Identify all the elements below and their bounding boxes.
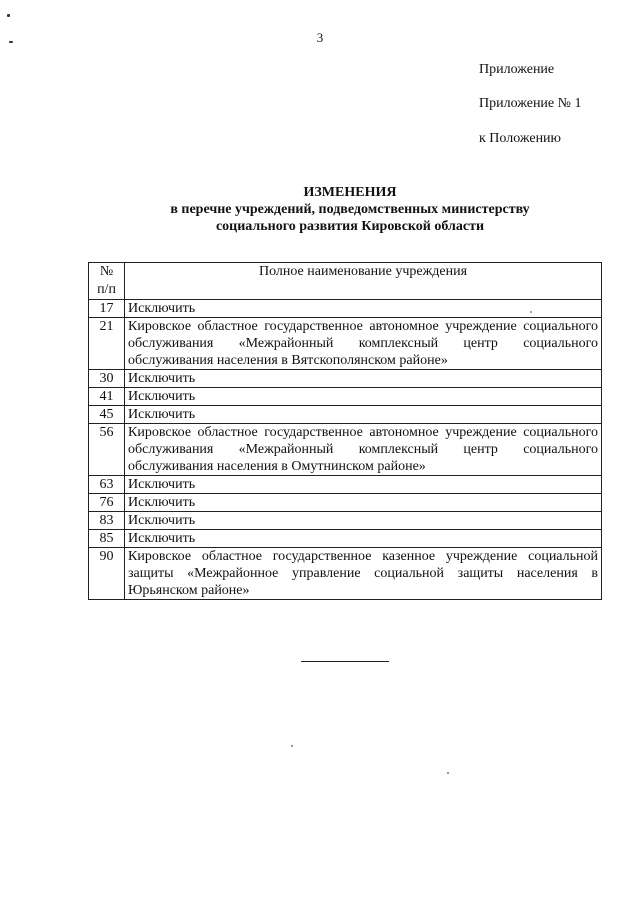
row-number: 76: [89, 494, 125, 512]
scan-speck: [447, 772, 449, 774]
row-number: 83: [89, 512, 125, 530]
title-subline-1: в перечне учреждений, подведомственных министерству: [170, 202, 530, 217]
row-institution-name: Исключить: [125, 370, 602, 388]
annex-reference: к Положению: [479, 131, 562, 146]
title-heading: ИЗМЕНЕНИЯ: [303, 185, 397, 200]
table-row: [89, 318, 602, 370]
changes-table: [88, 262, 602, 600]
row-institution-name: Исключить: [125, 476, 602, 494]
row-institution-name: Кировское областное государственное казенное учреждение социальной защиты «Межрайонное управление социальной защиты населения в Юрьянском районе»: [125, 548, 602, 600]
row-number: 90: [89, 548, 125, 600]
scan-speck: [291, 745, 293, 747]
title-subline-2: социального развития Кировской области: [215, 219, 485, 234]
row-number: 85: [89, 530, 125, 548]
table-row: [89, 300, 602, 318]
annex-label: Приложение: [479, 62, 555, 77]
row-number: 21: [89, 318, 125, 370]
row-institution-name: Исключить: [125, 530, 602, 548]
row-institution-name: Исключить: [125, 494, 602, 512]
row-institution-name: Исключить: [125, 300, 602, 318]
table-row: [89, 530, 602, 548]
row-number: 17: [89, 300, 125, 318]
column-header-name: Полное наименование учреждения: [125, 263, 602, 300]
row-institution-name: Исключить: [125, 388, 602, 406]
row-number: 30: [89, 370, 125, 388]
table-row: [89, 370, 602, 388]
row-number: 45: [89, 406, 125, 424]
page-number: 3: [316, 30, 324, 45]
table-row: [89, 388, 602, 406]
column-header-number-sign: №: [99, 264, 114, 279]
column-header-number: [89, 263, 125, 300]
table-row: [89, 512, 602, 530]
row-institution-name: Кировское областное государственное автономное учреждение социального обслуживания «Межрайонный комплексный центр социального обслуживания населения в Вятскополянском районе»: [125, 318, 602, 370]
row-number: 41: [89, 388, 125, 406]
end-separator-line: [301, 661, 389, 662]
scan-speck: [7, 14, 10, 17]
row-number: 56: [89, 424, 125, 476]
row-institution-name: Исключить: [125, 512, 602, 530]
annex-number: Приложение № 1: [479, 96, 582, 111]
document-title: [90, 184, 610, 235]
row-institution-name: Исключить: [125, 406, 602, 424]
table-header-row: [89, 263, 602, 300]
row-number: 63: [89, 476, 125, 494]
table-row: [89, 476, 602, 494]
table-row: [89, 494, 602, 512]
column-header-number-abbr: п/п: [97, 282, 116, 297]
table-row: [89, 548, 602, 600]
table-row: [89, 424, 602, 476]
row-institution-name: Кировское областное государственное автономное учреждение социального обслуживания «Межрайонный комплексный центр социального обслуживания населения в Омутнинском районе»: [125, 424, 602, 476]
table-row: [89, 406, 602, 424]
